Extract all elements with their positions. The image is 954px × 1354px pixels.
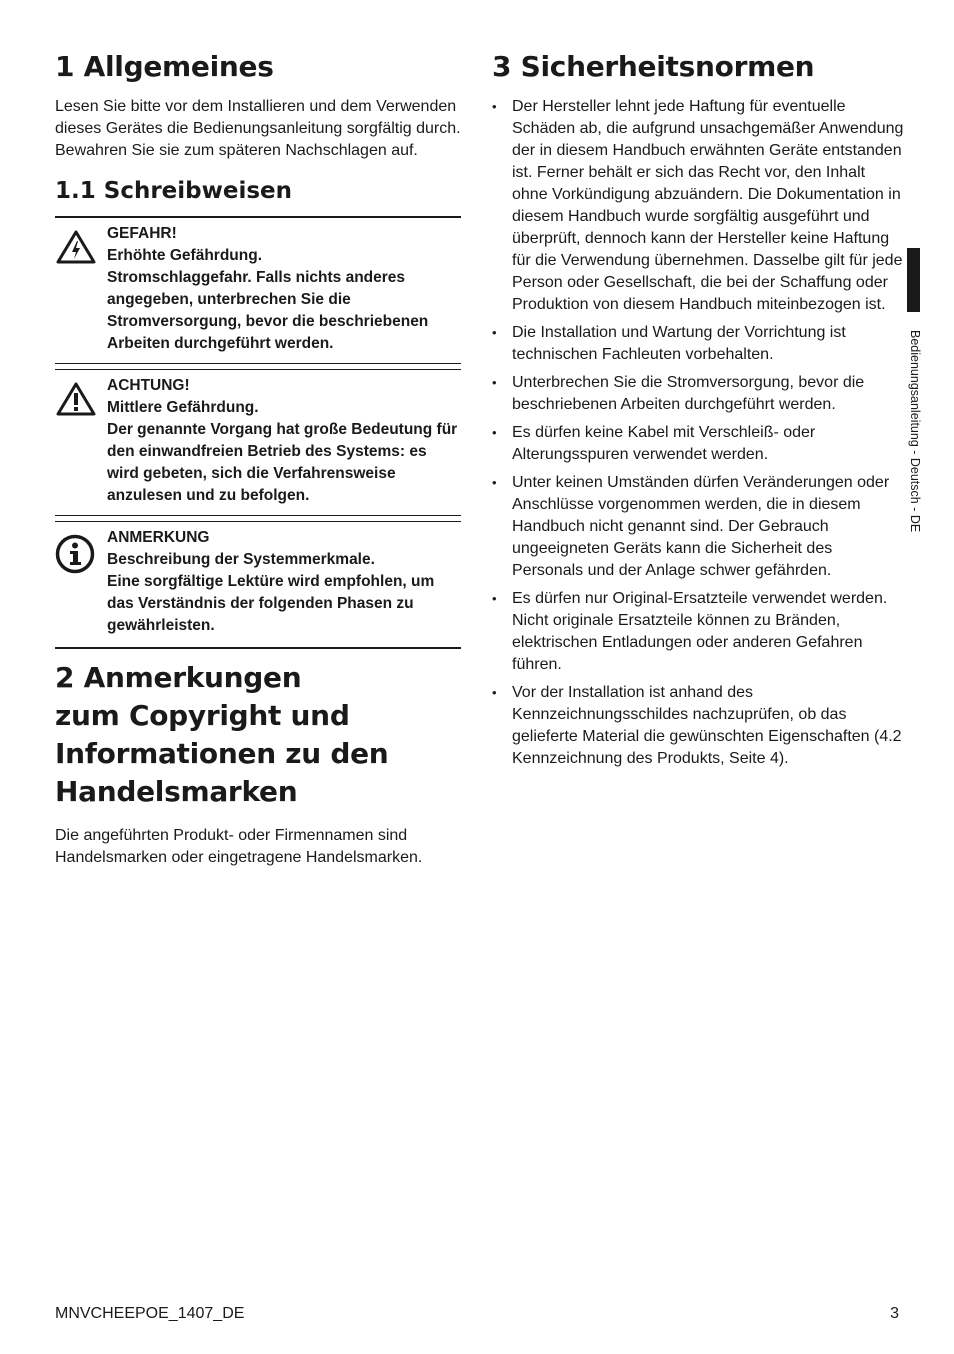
notice-warning	[55, 369, 461, 515]
section-3-title: 3 Sicherheitsnormen	[492, 50, 815, 83]
side-label-text: Bedienungsanleitung - Deutsch - DE	[908, 330, 922, 533]
notice-info-text: Eine sorgfältige Lektüre wird empfohlen, um das Verständnis der folgenden Phasen zu gewährleisten.	[107, 573, 435, 634]
list-item: • Der Hersteller lehnt jede Haftung für eventuelle Schäden ab, die aufgrund unsachgemäßer Anwendung der in diesem Handbuch erwähnten Geräte entstanden ist. Ferner behält er sich das Recht vor, den Inhalt ohne Vorkündigung abzuändern. Die Dokumentation in diesem Handbuch wurde sorgfältig ausgeführt und überprüft, dennoch kann der Hersteller keine Haftung für die Verwendung übernehmen. Dasselbe gilt für jede Person oder Gesellschaft, die bei der Schaffung oder Produktion von diesem Handbuch miteinbezogen ist.	[492, 96, 904, 316]
list-item: • Die Installation und Wartung der Vorrichtung ist technischen Fachleuten vorbehalten.	[492, 322, 904, 366]
notice-danger-heading: GEFAHR!	[107, 225, 177, 242]
electric-hazard-icon	[55, 223, 107, 270]
section-1-title: 1 Allgemeines	[55, 50, 274, 83]
side-label	[906, 330, 922, 580]
warning-icon	[55, 375, 107, 422]
list-item: • Vor der Installation ist anhand des Kennzeichnungsschildes nachzuprüfen, ob das gelieferte Material die gewünschten Eigenschaften (4.2 Kennzeichnung des Produkts, Seite 4).	[492, 682, 904, 770]
notice-divider	[55, 363, 461, 364]
notice-danger-level: Erhöhte Gefährdung.	[107, 247, 262, 264]
notice-warning-heading: ACHTUNG!	[107, 377, 190, 394]
notice-warning-text: Der genannte Vorgang hat große Bedeutung für den einwandfreien Betrieb des Systems: es wird gebeten, sich die Verfahrensweise anzulesen und zu befolgen.	[107, 421, 458, 504]
section-1-intro: Lesen Sie bitte vor dem Installieren und dem Verwenden dieses Gerätes die Bedienungsanleitung sorgfältig durch. Bewahren Sie sie zum späteren Nachschlagen auf.	[55, 98, 461, 159]
section-2-title-line: Handelsmarken	[55, 775, 298, 808]
notice-divider	[55, 515, 461, 516]
section-1-1-title: 1.1 Schreibweisen	[55, 178, 293, 204]
notice-info-level: Beschreibung der Systemmerkmale.	[107, 551, 375, 568]
footer-doc-code: MNVCHEEPOE_1407_DE	[55, 1305, 245, 1322]
section-2-title	[55, 659, 461, 811]
notice-info	[55, 521, 461, 645]
safety-list	[492, 96, 904, 770]
info-icon	[55, 527, 107, 580]
list-item: • Unter keinen Umständen dürfen Veränderungen oder Anschlüsse vorgenommen werden, die in diesem Handbuch nicht genannt sind. Der Gebrauch ungeeigneten Geräts kann die Sicherheit des Personals und der Anlage schwer gefährden.	[492, 472, 904, 582]
footer-page-number: 3	[890, 1305, 899, 1322]
notice-danger-text: Stromschlaggefahr. Falls nichts anderes angegeben, unterbrechen Sie die Stromversorgung, bevor die beschriebenen Arbeiten durchgeführt werden.	[107, 269, 429, 352]
side-tab-marker	[907, 248, 920, 312]
left-column	[55, 48, 461, 869]
list-item: • Es dürfen nur Original-Ersatzteile verwendet werden. Nicht originale Ersatzteile können zu Bränden, elektrischen Entladungen oder anderen Gefahren führen.	[492, 588, 904, 676]
right-column	[492, 48, 904, 776]
section-2-title-line: 2 Anmerkungen	[55, 661, 302, 694]
notice-end-rule	[55, 647, 461, 649]
section-2-text: Die angeführten Produkt- oder Firmennamen sind Handelsmarken oder eingetragene Handelsmarken.	[55, 827, 423, 866]
notice-info-heading: ANMERKUNG	[107, 529, 210, 546]
section-2-title-line: zum Copyright und	[55, 699, 350, 732]
list-item: • Es dürfen keine Kabel mit Verschleiß- oder Alterungsspuren verwendet werden.	[492, 422, 904, 466]
section-2-title-line: Informationen zu den	[55, 737, 389, 770]
notice-danger	[55, 216, 461, 363]
notice-warning-level: Mittlere Gefährdung.	[107, 399, 259, 416]
list-item: • Unterbrechen Sie die Stromversorgung, bevor die beschriebenen Arbeiten durchgeführt werden.	[492, 372, 904, 416]
